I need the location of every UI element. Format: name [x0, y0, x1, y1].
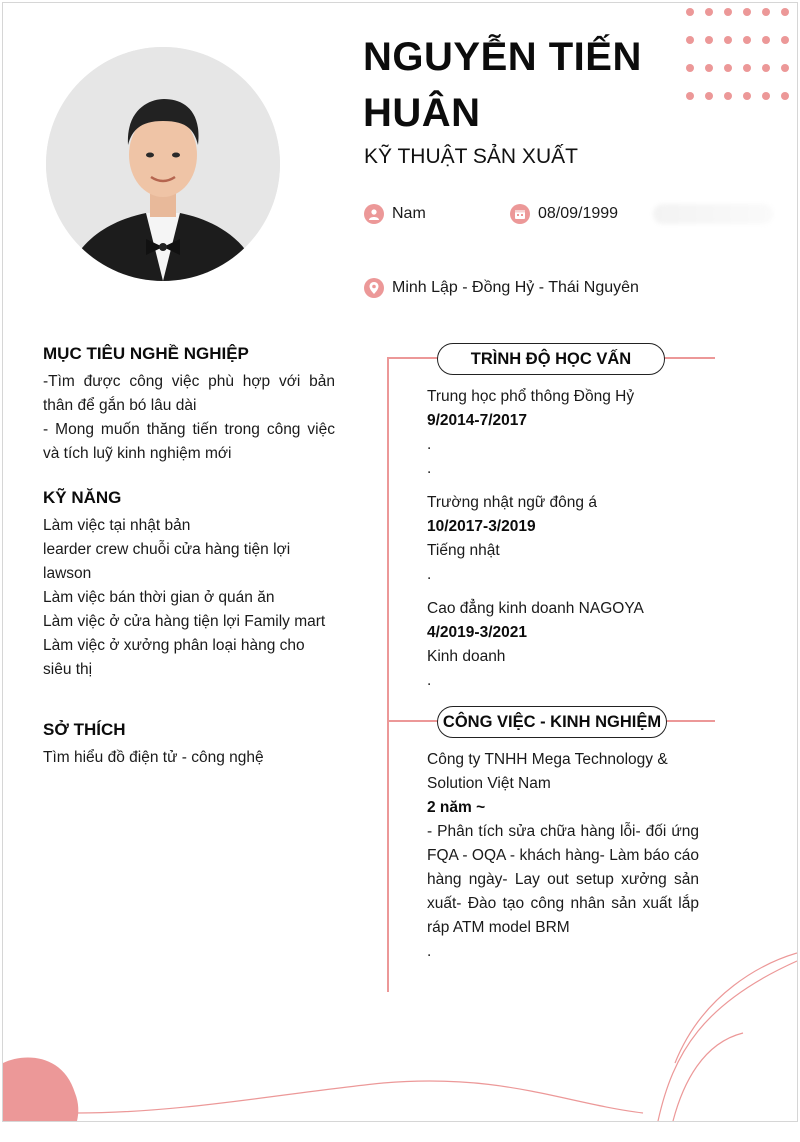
objective-line: -Tìm được công việc phù hợp với bản thân để gắn bó lâu dài: [43, 373, 335, 414]
education-note: .: [427, 566, 432, 583]
experience-note: .: [427, 943, 432, 960]
experience-title: CÔNG VIỆC - KINH NGHIỆM: [437, 706, 667, 738]
job-title: KỸ THUẬT SẢN XUẤT: [364, 145, 578, 168]
school-name: Cao đẳng kinh doanh NAGOYA: [427, 600, 644, 617]
school-name: Trung học phổ thông Đồng Hỷ: [427, 388, 635, 405]
education-title: TRÌNH ĐỘ HỌC VẤN: [437, 343, 665, 375]
education-period: 10/2017-3/2019: [427, 518, 536, 535]
education-detail: Tiếng nhật: [427, 542, 500, 559]
skill-item: Làm việc tại nhật bản: [43, 517, 191, 534]
experience-duration: 2 năm ~: [427, 799, 486, 816]
resume-page: [2, 2, 798, 1122]
skill-item: Làm việc ở xưởng phân loại hàng cho siêu thị: [43, 637, 305, 678]
name-line-2: HUÂN: [363, 91, 481, 135]
company-name: Công ty TNHH Mega Technology & Solution Việt Nam: [427, 751, 668, 792]
skill-item: learder crew chuỗi cửa hàng tiện lợi lawson: [43, 541, 291, 582]
education-period: 9/2014-7/2017: [427, 412, 527, 429]
education-note: .: [427, 460, 432, 477]
objective-title: MỤC TIÊU NGHỀ NGHIỆP: [43, 344, 249, 363]
education-note: .: [427, 672, 432, 689]
education-detail: Kinh doanh: [427, 648, 506, 665]
skill-item: Làm việc bán thời gian ở quán ăn: [43, 589, 275, 606]
birthday-value: 08/09/1999: [538, 205, 619, 222]
hobbies-title: SỞ THÍCH: [43, 720, 126, 739]
school-name: Trường nhật ngữ đông á: [427, 494, 597, 511]
objective-line: - Mong muốn thăng tiến trong công việc và tích luỹ kinh nghiệm mới: [43, 421, 335, 462]
gender-value: Nam: [392, 205, 426, 222]
education-detail: .: [427, 436, 432, 453]
skill-item: Làm việc ở cửa hàng tiện lợi Family mart: [43, 613, 326, 630]
hobby-item: Tìm hiểu đồ điện tử - công nghệ: [43, 749, 264, 766]
name-line-1: NGUYỄN TIẾN: [363, 35, 642, 79]
skills-title: KỸ NĂNG: [43, 488, 122, 507]
address-value: Minh Lập - Đồng Hỷ - Thái Nguyên: [392, 279, 639, 296]
education-period: 4/2019-3/2021: [427, 624, 527, 641]
experience-description: - Phân tích sửa chữa hàng lỗi- đối ứng FQA - OQA - khách hàng- Làm báo cáo hàng ngày- Lay out setup xưởng sản xuất- Đào tạo công nhân sản xuất lắp ráp ATM model BRM: [427, 823, 699, 936]
decorative-curves: [3, 3, 797, 1121]
